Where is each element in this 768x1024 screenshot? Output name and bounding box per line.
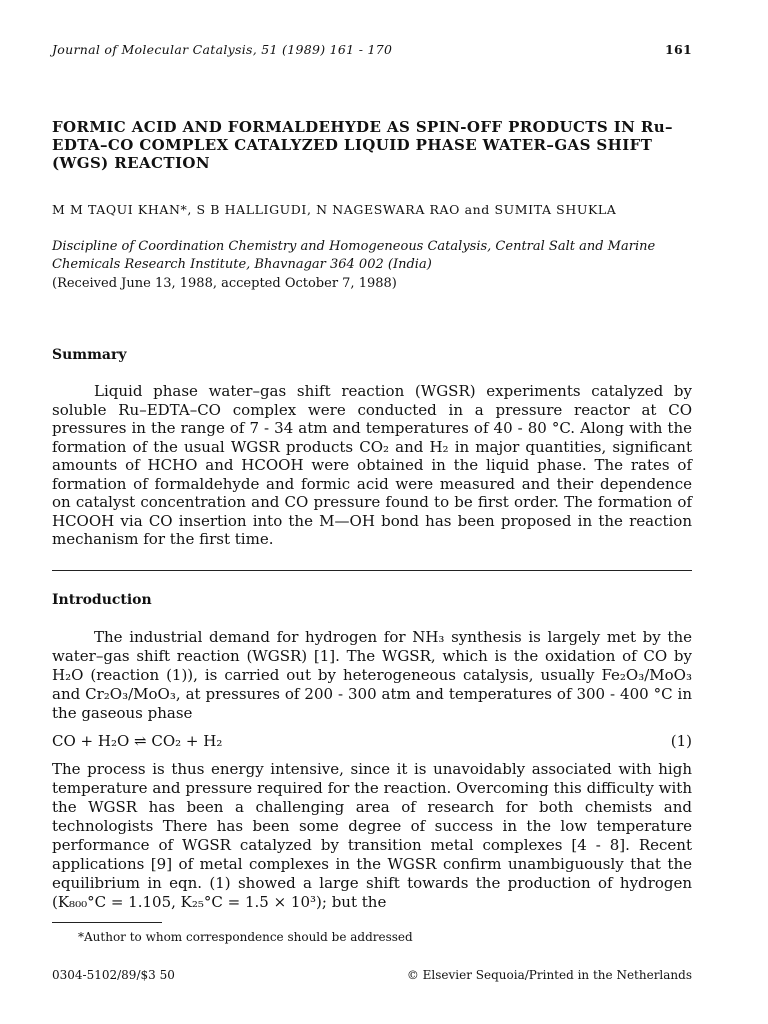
introduction-paragraph-2: The process is thus energy intensive, since it is unavoidably associated with high temperature and pressure required for the reaction. Overcoming this difficulty with the WGSR has been a challenging area of research for both chemists and technologists There has been some degree of success in the low temperature performance of WGSR catalyzed by transition metal complexes [4 - 8]. Recent applications [9] of metal complexes in the WGSR confirm unambiguously that the equilibrium in eqn. (1) showed a large shift towards the production of hydrogen (K₈₀₀°C = 1.105, K₂₅°C = 1.5 × 10³); but the bbox=[52, 760, 692, 911]
author-list: M M TAQUI KHAN*, S B HALLIGUDI, N NAGESWARA RAO and SUMITA SHUKLA bbox=[52, 202, 617, 217]
footnote-rule bbox=[52, 922, 162, 923]
publisher-line: © Elsevier Sequoia/Printed in the Netherlands bbox=[406, 968, 692, 982]
affiliation: Discipline of Coordination Chemistry and Homogeneous Catalysis, Central Salt and Marine Chemicals Research Institute, Bhavnagar 364 002 (India) bbox=[52, 239, 656, 272]
introduction-heading: Introduction bbox=[52, 592, 152, 608]
equation-formula: CO + H₂O ⇌ CO₂ + H₂ bbox=[52, 732, 223, 750]
introduction-paragraph-1: The industrial demand for hydrogen for NH₃ synthesis is largely met by the water–gas shift reaction (WGSR) [1]. The WGSR, which is the oxidation of CO by H₂O (reaction (1)), is carried out by heterogeneous catalysis, usually Fe₂O₃/MoO₃ and Cr₂O₃/MoO₃, at pressures of 200 - 300 atm and temperatures of 300 - 400 °C in the gaseous phase bbox=[52, 628, 692, 722]
journal-citation: Journal of Molecular Catalysis, 51 (1989) 161 - 170 bbox=[52, 42, 393, 57]
paper-title: FORMIC ACID AND FORMALDEHYDE AS SPIN-OFF PRODUCTS IN Ru–EDTA–CO COMPLEX CATALYZED LIQUID PHASE WATER–GAS SHIFT (WGS) REACTION bbox=[52, 118, 673, 172]
equation-1 bbox=[52, 732, 692, 750]
page-footer bbox=[52, 968, 692, 982]
running-head bbox=[52, 42, 692, 57]
section-divider bbox=[52, 570, 692, 571]
equation-number: (1) bbox=[670, 732, 692, 750]
page-number: 161 bbox=[665, 42, 692, 57]
issn-code: 0304-5102/89/$3 50 bbox=[52, 968, 175, 982]
summary-paragraph: Liquid phase water–gas shift reaction (WGSR) experiments catalyzed by soluble Ru–EDTA–CO complex were conducted in a pressure reactor at CO pressures in the range of 7 - 34 atm and temperatures of 40 - 80 °C. Along with the formation of the usual WGSR products CO₂ and H₂ in major quantities, significant amounts of HCHO and HCOOH were obtained in the liquid phase. The rates of formation of formaldehyde and formic acid were measured and their dependence on catalyst concentration and CO pressure found to be first order. The formation of HCOOH via CO insertion into the M—OH bond has been proposed in the reaction mechanism for the first time. bbox=[52, 382, 692, 548]
received-dates: (Received June 13, 1988, accepted October 7, 1988) bbox=[52, 276, 397, 291]
footnote: *Author to whom correspondence should be addressed bbox=[78, 930, 413, 944]
summary-heading: Summary bbox=[52, 347, 127, 363]
